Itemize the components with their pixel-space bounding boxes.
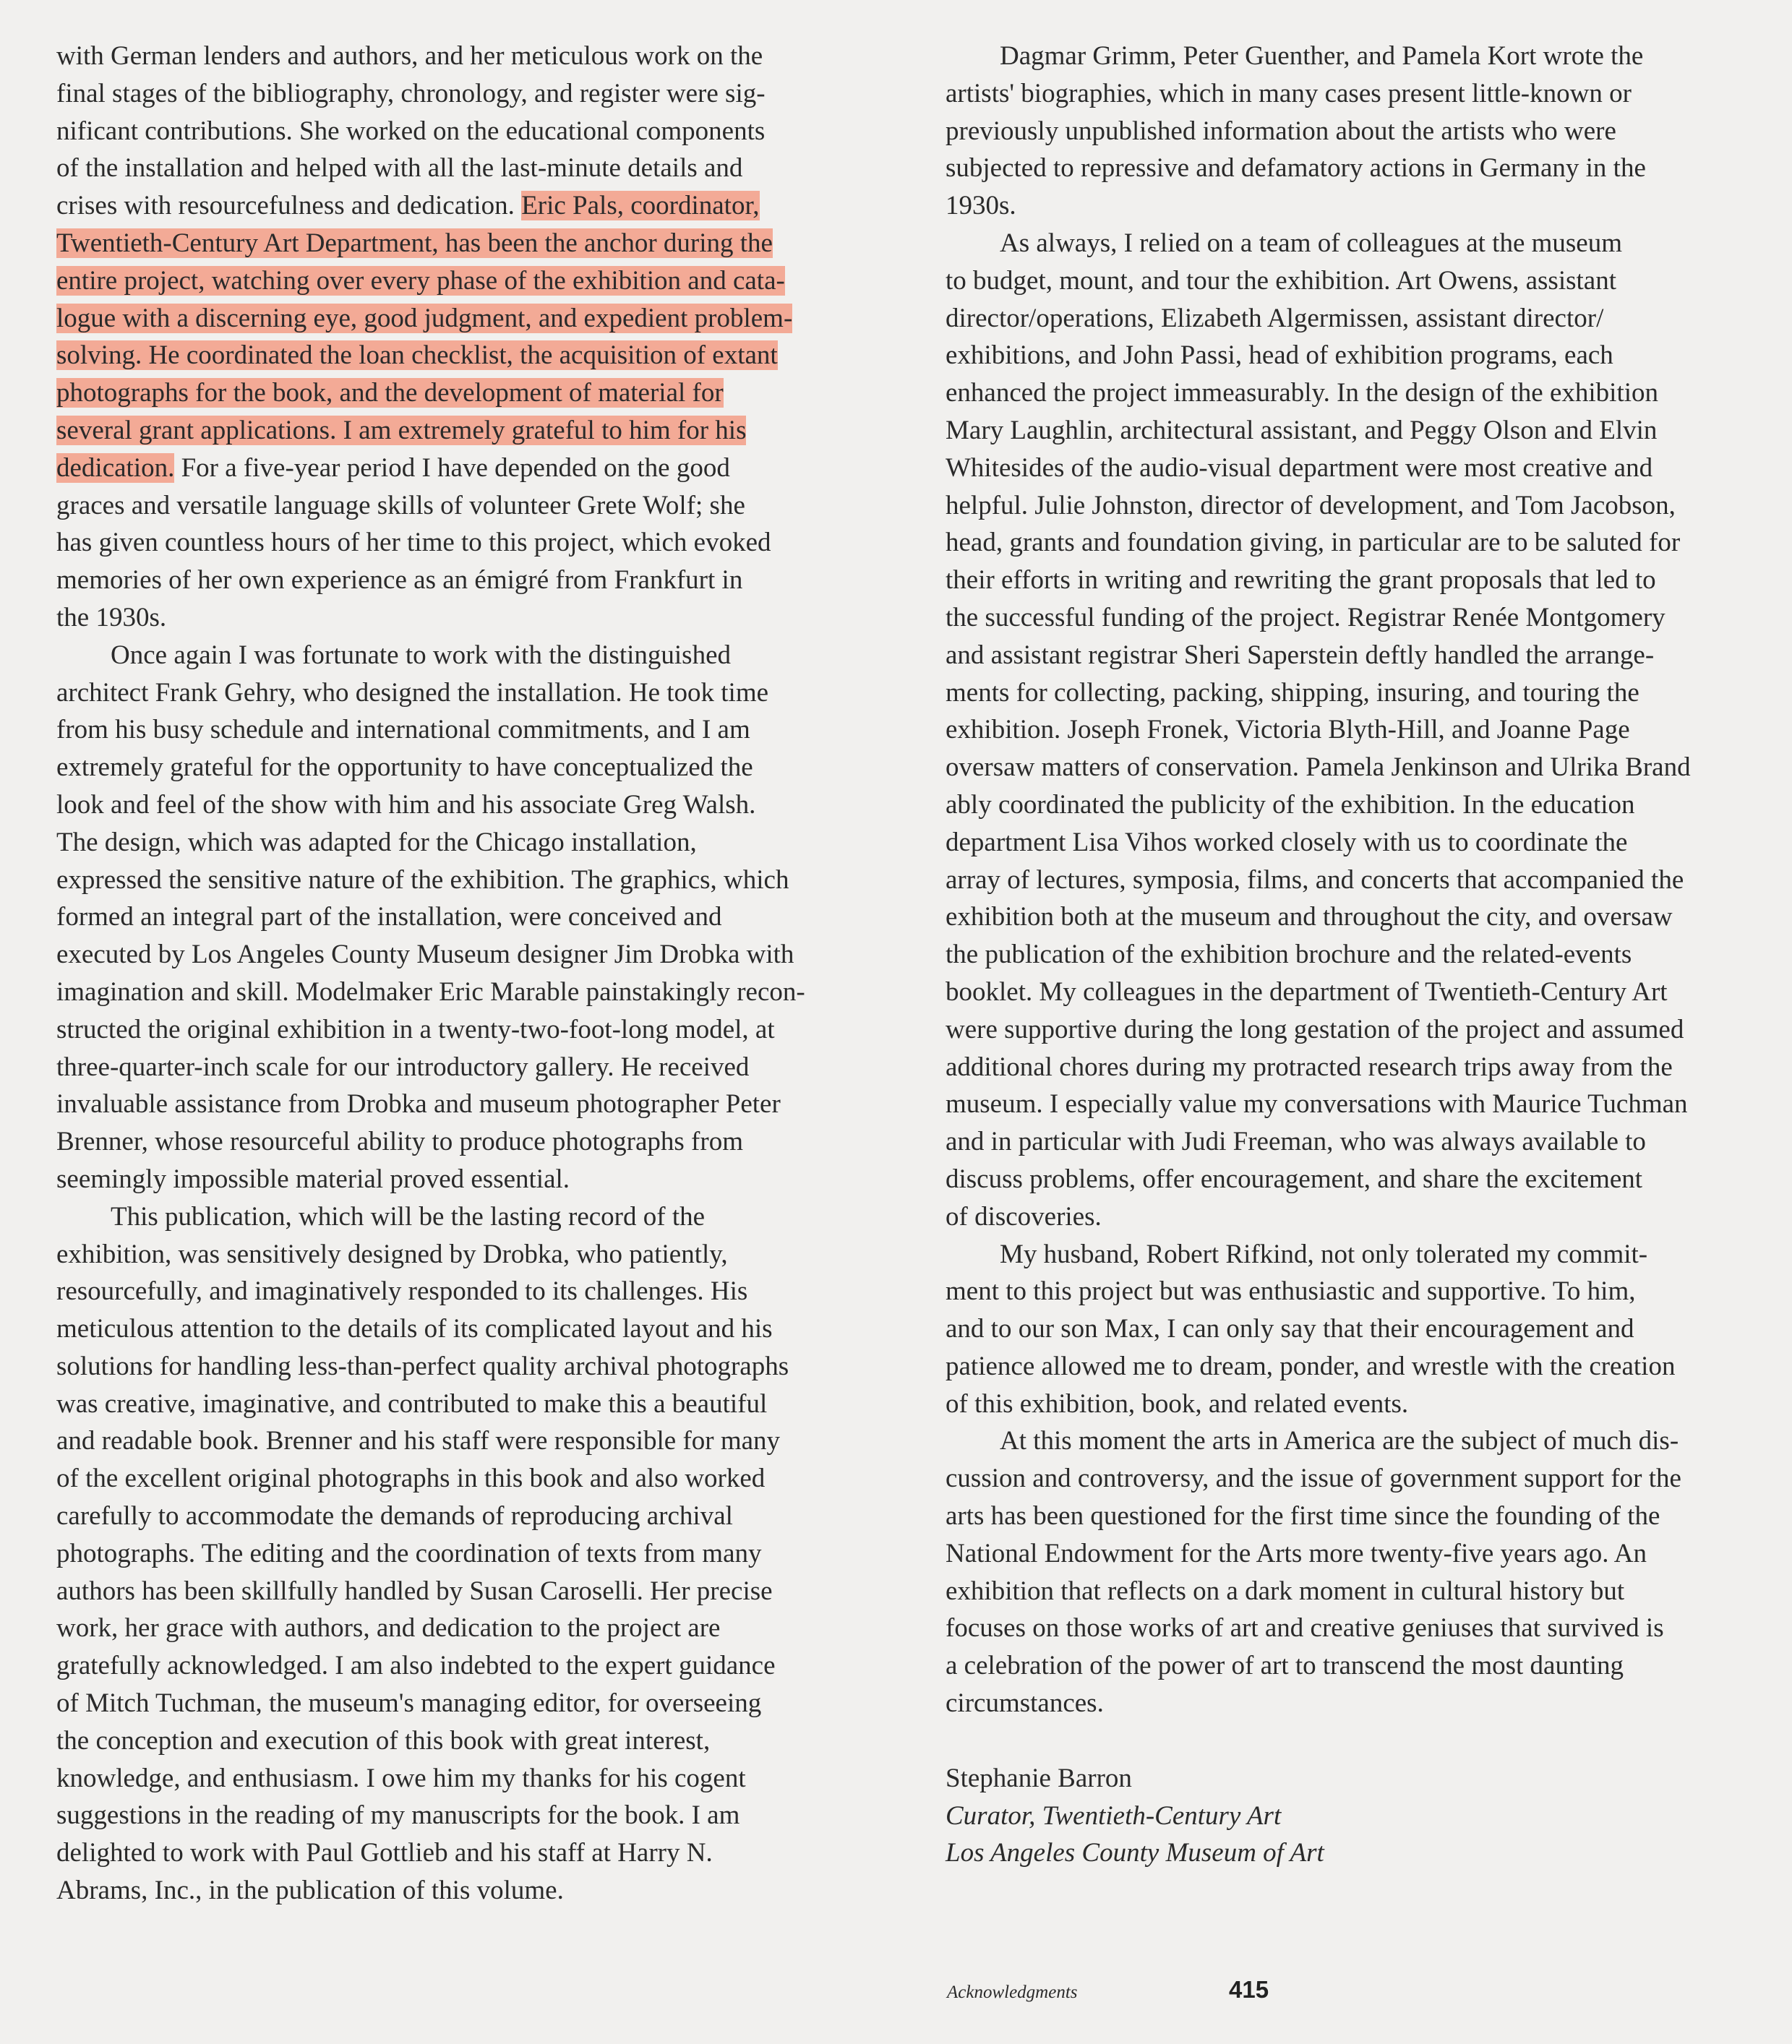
text-segment: nificant contributions. She worked on the educational components [56,116,766,146]
text-line: As always, I relied on a team of colleagues at the museum [1000,228,1622,258]
text-line [56,1535,877,1573]
text-segment: formed an integral part of the installation, were conceived and [56,902,722,932]
text-line: At this moment the arts in America are the subject of much dis- [1000,1426,1679,1456]
highlighted-text: Twentieth-Century Art Department, has been the anchor during the [56,228,773,258]
text-line: array of lectures, symposia, films, and concerts that accompanied the [946,864,1684,895]
text-line [56,749,877,786]
text-line [56,1011,877,1049]
text-line [56,562,877,599]
text-line: of this exhibition, book, and related events. [946,1388,1409,1419]
text-segment: meticulous attention to the details of its complicated layout and his [56,1314,773,1344]
text-line [56,487,877,525]
text-line: ment to this project but was enthusiastic and supportive. To him, [946,1276,1636,1307]
text-line [56,1161,877,1198]
text-line: museum. I especially value my conversations with Maurice Tuchman [946,1089,1688,1120]
text-line [56,38,877,75]
highlighted-text: logue with a discerning eye, good judgment, and expedient problem- [56,303,793,333]
text-line: booklet. My colleagues in the department of Twentieth-Century Art [946,976,1668,1007]
left-column [56,38,877,1910]
text-segment: solutions for handling less-than-perfect quality archival photographs [56,1351,789,1381]
text-segment: carefully to accommodate the demands of reproducing archival [56,1501,733,1532]
text-segment: look and feel of the show with him and his associate Greg Walsh. [56,789,756,820]
text-line [56,1310,877,1348]
text-line [56,1760,877,1798]
text-line: Dagmar Grimm, Peter Guenther, and Pamela Kort wrote the [1000,41,1644,71]
text-segment: resourcefully, and imaginatively responded to its challenges. His [56,1276,748,1307]
text-line [56,1834,877,1872]
text-line: exhibition that reflects on a dark moment in cultural history but [946,1576,1625,1606]
text-line: exhibitions, and John Passi, head of exhibition programs, each [946,340,1613,371]
text-segment: suggestions in the reading of my manuscripts for the book. I am [56,1800,740,1831]
text-line [56,1422,877,1460]
text-line [56,1610,877,1647]
text-segment: executed by Los Angeles County Museum designer Jim Drobka with [56,940,794,970]
page-number: 415 [1229,1976,1269,2003]
text-segment: graces and versatile language skills of volunteer Grete Wolf; she [56,490,745,520]
text-line [56,75,877,113]
text-line: to budget, mount, and tour the exhibition. Art Owens, assistant [946,265,1616,296]
text-line [56,262,877,300]
text-segment: of the installation and helped with all the last-minute details and [56,153,743,184]
text-line: My husband, Robert Rifkind, not only tolerated my commit- [1000,1239,1648,1269]
text-line: 1930s. [946,191,1016,221]
text-line [56,225,877,262]
text-line [56,1722,877,1760]
text-segment: structed the original exhibition in a twenty-two-foot-long model, at [56,1014,775,1044]
text-line [56,824,877,862]
text-segment: gratefully acknowledged. I am also indebted to the expert guidance [56,1651,776,1681]
text-line [56,337,877,374]
text-line: arts has been questioned for the first time since the founding of the [946,1501,1660,1532]
text-segment: Once again I was fortunate to work with the distinguished [111,640,731,670]
text-line: department Lisa Vihos worked closely with us to coordinate the [946,827,1628,857]
highlighted-text: several grant applications. I am extremely grateful to him for his [56,415,747,445]
text-segment: delighted to work with Paul Gottlieb and his staff at Harry N. [56,1838,713,1868]
highlighted-text: solving. He coordinated the loan checklist, the acquisition of extant [56,340,778,371]
text-line [56,1647,877,1685]
text-line [56,1498,877,1535]
text-line: cussion and controversy, and the issue of government support for the [946,1464,1681,1494]
right-column-text [946,38,1767,1722]
text-segment: expressed the sensitive nature of the exhibition. The graphics, which [56,864,789,895]
text-line: a celebration of the power of art to transcend the most daunting [946,1651,1624,1681]
highlighted-text: entire project, watching over every phase of the exhibition and cata- [56,265,785,296]
text-segment: extremely grateful for the opportunity to have conceptualized the [56,752,753,783]
text-segment: imagination and skill. Modelmaker Eric Marable painstakingly recon- [56,976,805,1007]
text-line [56,1348,877,1386]
right-column [946,38,1767,1872]
text-segment: with German lenders and authors, and her meticulous work on the [56,41,763,71]
highlighted-text: photographs for the book, and the development of material for [56,378,724,408]
highlighted-text: Eric Pals, coordinator, [521,191,760,221]
text-line [56,1872,877,1910]
text-line [56,1386,877,1423]
text-line [56,599,877,637]
text-line [56,300,877,338]
text-line [56,974,877,1011]
text-line [56,1273,877,1310]
text-line [56,637,877,674]
text-segment: and readable book. Brenner and his staff were responsible for many [56,1426,781,1456]
text-line [56,150,877,187]
text-line [56,936,877,974]
text-line [56,1236,877,1274]
text-line: enhanced the project immeasurably. In the design of the exhibition [946,378,1659,408]
text-line [56,1460,877,1498]
text-segment: invaluable assistance from Drobka and museum photographer Peter [56,1089,781,1120]
text-line [56,1086,877,1123]
text-line: artists' biographies, which in many cases present little-known or [946,78,1632,108]
text-line: circumstances. [946,1688,1104,1719]
signature-title: Curator, Twentieth-Century Art [946,1800,1282,1831]
text-segment: architect Frank Gehry, who designed the installation. He took time [56,677,769,708]
text-line [56,786,877,824]
text-line: were supportive during the long gestation of the project and assumed [946,1014,1684,1044]
text-line [56,524,877,562]
text-line: exhibition. Joseph Fronek, Victoria Blyth-Hill, and Joanne Page [946,715,1630,745]
text-line [56,711,877,749]
text-line: of discoveries. [946,1201,1102,1232]
text-line: the publication of the exhibition brochure and the related-events [946,940,1632,970]
text-line: the successful funding of the project. Registrar Renée Montgomery [946,602,1665,632]
text-segment: of Mitch Tuchman, the museum's managing editor, for overseeing [56,1688,762,1719]
text-segment: seemingly impossible material proved essential. [56,1164,570,1194]
text-line [56,1198,877,1236]
text-segment: This publication, which will be the lasting record of the [111,1201,706,1232]
text-line [56,450,877,487]
text-segment: the 1930s. [56,602,167,632]
text-line: focuses on those works of art and creative geniuses that survived is [946,1613,1664,1644]
text-line: exhibition both at the museum and throughout the city, and oversaw [946,902,1673,932]
text-line [56,1797,877,1834]
text-segment: work, her grace with authors, and dedication to the project are [56,1613,721,1644]
text-segment: For a five-year period I have depended on the good [174,452,730,483]
text-segment: exhibition, was sensitively designed by Drobka, who patiently, [56,1239,728,1269]
text-line: oversaw matters of conservation. Pamela Jenkinson and Ulrika Brand [946,752,1691,783]
signature-institution: Los Angeles County Museum of Art [946,1838,1324,1868]
signature-name: Stephanie Barron [946,1763,1132,1793]
text-line: head, grants and foundation giving, in particular are to be saluted for [946,528,1681,558]
text-segment: Brenner, whose resourceful ability to produce photographs from [56,1127,743,1157]
text-line: subjected to repressive and defamatory actions in Germany in the [946,153,1646,184]
text-segment: knowledge, and enthusiasm. I owe him my thanks for his cogent [56,1763,746,1793]
text-line [56,1685,877,1722]
highlighted-text: dedication. [56,452,175,483]
text-line: previously unpublished information about the artists who were [946,116,1616,146]
text-segment: three-quarter-inch scale for our introductory gallery. He received [56,1052,750,1082]
text-line: and assistant registrar Sheri Saperstein deftly handled the arrange- [946,640,1655,670]
text-line: ments for collecting, packing, shipping, insuring, and touring the [946,677,1639,708]
text-segment: from his busy schedule and international commitments, and I am [56,715,750,745]
text-line [56,862,877,899]
signature-block [946,1760,1767,1872]
text-segment: was creative, imaginative, and contributed to make this a beautiful [56,1388,768,1419]
text-segment: the conception and execution of this book with great interest, [56,1725,711,1756]
text-segment: authors has been skillfully handled by Susan Caroselli. Her precise [56,1576,773,1606]
text-segment: crises with resourcefulness and dedication. [56,191,522,221]
running-footer-section: Acknowledgments [947,1983,1078,2002]
text-line [56,374,877,412]
text-line [56,113,877,150]
text-line: ably coordinated the publicity of the exhibition. In the education [946,789,1635,820]
text-line [56,674,877,712]
text-line [56,412,877,450]
text-line: discuss problems, offer encouragement, and share the excitement [946,1164,1643,1194]
text-line: additional chores during my protracted research trips away from the [946,1052,1673,1082]
text-line: patience allowed me to dream, ponder, and wrestle with the creation [946,1351,1676,1381]
text-line [56,1049,877,1086]
text-line [56,898,877,936]
text-line: Mary Laughlin, architectural assistant, and Peggy Olson and Elvin [946,415,1658,445]
text-segment: final stages of the bibliography, chronology, and register were sig- [56,78,766,108]
text-line [56,1123,877,1161]
text-segment: photographs. The editing and the coordination of texts from many [56,1538,762,1568]
text-line: their efforts in writing and rewriting the grant proposals that led to [946,565,1656,596]
text-segment: of the excellent original photographs in this book and also worked [56,1464,766,1494]
text-line: National Endowment for the Arts more twenty-five years ago. An [946,1538,1647,1568]
text-line: helpful. Julie Johnston, director of development, and Tom Jacobson, [946,490,1676,520]
text-line: and to our son Max, I can only say that their encouragement and [946,1314,1634,1344]
text-segment: The design, which was adapted for the Chicago installation, [56,827,697,857]
text-segment: memories of her own experience as an émigré from Frankfurt in [56,565,743,596]
text-line: Whitesides of the audio-visual department were most creative and [946,452,1653,483]
text-segment: has given countless hours of her time to this project, which evoked [56,528,771,558]
text-line: and in particular with Judi Freeman, who was always available to [946,1127,1646,1157]
text-line [56,187,877,225]
text-line: director/operations, Elizabeth Algermissen, assistant director/ [946,303,1604,333]
text-segment: Abrams, Inc., in the publication of this volume. [56,1876,564,1906]
text-line [56,1573,877,1610]
